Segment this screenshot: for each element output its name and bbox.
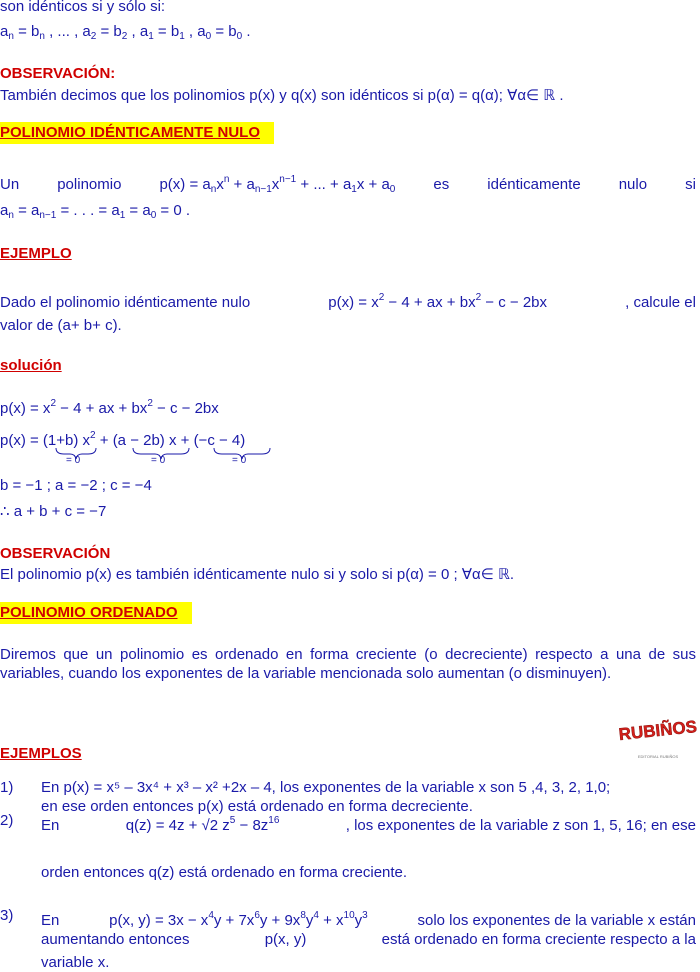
example-statement	[0, 288, 696, 312]
observation-2-title: OBSERVACIÓN	[0, 545, 111, 562]
word: Un	[0, 176, 20, 193]
underbrace-group	[0, 446, 300, 470]
list-number: 1)	[0, 779, 14, 796]
identity-conditions: $a_n = b_n$ , ... , $a_2 = b_2$ , $a_1 = b_1$ , $a_0 = b_0$ .	[0, 23, 251, 42]
example-text: aumentando entonces	[41, 931, 190, 948]
word: nulo	[618, 176, 648, 193]
brace-label-2: = 0	[151, 455, 166, 466]
section-heading-ordenado: POLINOMIO ORDENADO	[0, 602, 192, 624]
example-3-line-3: variable x.	[41, 954, 110, 971]
solution-step-1: $p(x) = x^2 - 4$ + ax + $bx^2 - c - 2bx$	[0, 398, 219, 417]
example-1-line-1: En p(x) = x⁵ – 3x⁴ + x³ – x² +2x – 4, los exponentes de la variable x son 5 ,4, 3, 2, 1,0;	[41, 779, 611, 796]
example-text: , calcule el	[625, 294, 696, 311]
nulo-condition: $a_n = a_{n-1}$ = . . . = $a_1 = a_0 = 0$ .	[0, 202, 191, 221]
observation-text-quantifier: ∀α∈ ℝ .	[507, 87, 564, 104]
example-3-inline-polynomial: p(x, y)	[264, 931, 307, 948]
intro-line: son idénticos si y sólo si:	[0, 0, 166, 15]
example-3-line-2	[41, 930, 696, 949]
observation-text-main: También decimos que los polinomios p(x) y q(x) son idénticos si p(α) = q(α);	[0, 87, 508, 104]
section-heading-nulo: POLINOMIO IDÉNTICAMENTE NULO	[0, 122, 274, 144]
word: es	[433, 176, 450, 193]
brace-label-1: = 0	[66, 455, 81, 466]
general-polynomial: $p(x) = a_nx^n + a_{n-1}x^{n-1}$ + ... + $a_1x + a_0$	[159, 174, 396, 195]
example-text: solo los exponentes de la variable x están	[417, 912, 696, 929]
word: polinomio	[57, 176, 122, 193]
solution-values: b = −1 ; a = −2 ; c = −4	[0, 477, 152, 494]
ordenado-definition: Diremos que un polinomio es ordenado en forma creciente (o decreciente) respecto a una de sus variables, cuando los exponentes de la variable mencionada solo aumentan (o disminuyen).	[0, 646, 696, 682]
example-text: En	[41, 817, 60, 834]
logo-text: RUBIÑOS	[618, 716, 698, 745]
example-text: está ordenado en forma creciente respecto a la	[381, 931, 696, 948]
solution-result: ∴ a + b + c = −7	[0, 503, 107, 520]
example-heading: EJEMPLO	[0, 245, 72, 262]
example-text: Dado el polinomio idénticamente nulo	[0, 294, 251, 311]
list-number: 3)	[0, 907, 14, 924]
solution-heading: solución	[0, 357, 62, 374]
example-3-polynomial: p(x, $y) = 3x - x^4y + 7x^6y + 9x^8y^4 + x^{10}y^3$	[109, 910, 368, 929]
list-number: 2)	[0, 812, 14, 829]
observation-2-text: El polinomio p(x) es también idénticamente nulo si y solo si p(α) = 0 ; ∀α∈ ℝ.	[0, 566, 515, 583]
example-3-line-1	[41, 906, 696, 930]
example-1-line-2: en ese orden entonces p(x) está ordenado en forma decreciente.	[41, 798, 473, 815]
solution-step-2: p(x) = (1+b) $x^2 + (a - 2b) x + (-c - 4)$	[0, 430, 246, 449]
brace-label-3: = 0	[232, 455, 247, 466]
examples-heading: EJEMPLOS	[0, 745, 82, 762]
example-2-line-1	[41, 811, 696, 835]
observation-title: OBSERVACIÓN:	[0, 65, 116, 82]
example-2-line-2: orden entonces q(z) está ordenado en forma creciente.	[41, 864, 408, 881]
example-2-polynomial: q(z) = 4z + √2 $z^5 - 8z^{16}$	[125, 815, 280, 834]
logo-subtext: EDITORIAL RUBIÑOS	[637, 754, 679, 759]
nulo-definition-line	[0, 170, 696, 199]
word: idénticamente	[487, 176, 581, 193]
example-text: , los exponentes de la variable z son 1, 5, 16; en ese	[345, 817, 696, 834]
example-question: valor de (a+ b+ c).	[0, 317, 122, 334]
example-polynomial: $p(x) = x^2 - 4$ + ax + $bx^2 - c - 2bx$	[328, 292, 548, 311]
word: si	[685, 176, 696, 193]
observation-text	[0, 86, 696, 105]
example-text: En	[41, 912, 60, 929]
